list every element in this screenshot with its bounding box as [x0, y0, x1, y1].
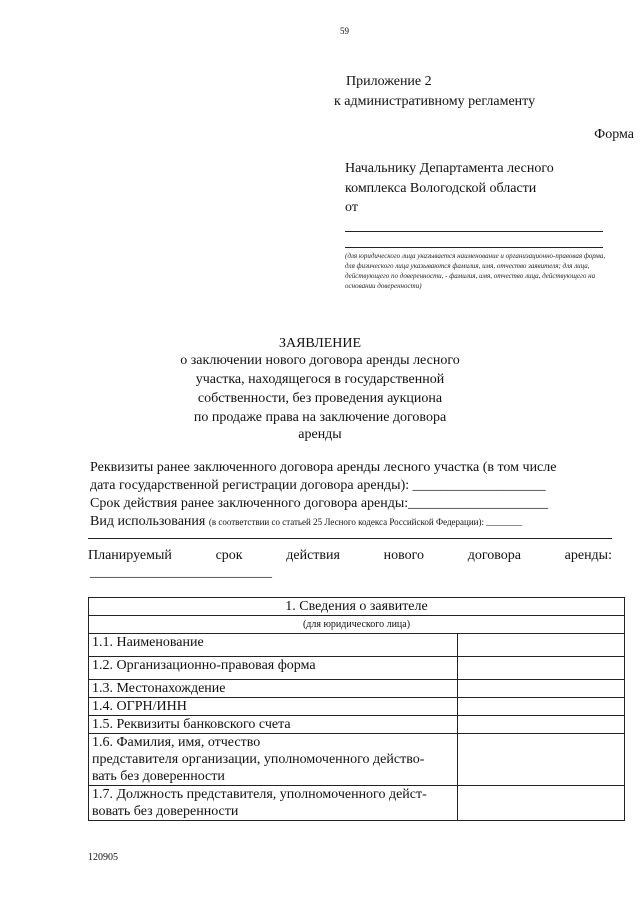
appendix-subtitle: к административному регламенту	[334, 94, 536, 109]
planned-word-4: нового	[383, 548, 425, 563]
row-value-location[interactable]	[458, 680, 625, 698]
prev-term-field[interactable]: Срок действия ранее заключенного договора аренды:____________________	[90, 496, 549, 511]
form-label: Форма	[594, 127, 634, 142]
row-value-name[interactable]	[458, 634, 625, 657]
row-label-name: 1.1. Наименование	[89, 634, 458, 657]
row-label-representative-name: 1.6. Фамилия, имя, отчество представителя организации, уполномоченного действо- вать без доверенности	[89, 734, 458, 786]
prev-contract-line-1: Реквизиты ранее заключенного договора аренды лесного участка (в том числе	[90, 460, 557, 475]
recipient-line-2: комплекса Вологодской области	[345, 181, 537, 196]
table-row	[89, 698, 625, 716]
planned-term-line	[88, 548, 612, 564]
applicant-info-table	[88, 597, 625, 821]
row-label-bank-details: 1.5. Реквизиты банковского счета	[89, 716, 458, 734]
planned-word-3: действия	[286, 548, 340, 563]
row-label-representative-position: 1.7. Должность представителя, уполномоченного дейст- вовать без доверенности	[89, 786, 458, 821]
table-row	[89, 786, 625, 821]
row-label-legal-form: 1.2. Организационно-правовая форма	[89, 657, 458, 680]
planned-word-2: срок	[215, 548, 243, 563]
applicant-blank-line-2[interactable]	[345, 247, 603, 248]
appendix-title: Приложение 2	[346, 74, 432, 89]
document-title: ЗАЯВЛЕНИЕ	[278, 336, 362, 351]
use-type-field[interactable]	[90, 514, 522, 530]
footer-code: 120905	[88, 852, 118, 863]
row-value-representative-position[interactable]	[458, 786, 625, 821]
table-row	[89, 634, 625, 657]
row-label-ogrn-inn: 1.4. ОГРН/ИНН	[89, 698, 458, 716]
row-value-bank-details[interactable]	[458, 716, 625, 734]
table-header-row	[89, 598, 625, 616]
row-label-location: 1.3. Местонахождение	[89, 680, 458, 698]
title-line-3: собственности, без проведения аукциона	[197, 391, 443, 406]
row-value-representative-name[interactable]	[458, 734, 625, 786]
recipient-from: от	[345, 200, 358, 215]
use-type-blank-line[interactable]	[88, 538, 612, 539]
table-subheader-row	[89, 616, 625, 634]
title-line-5: аренды	[298, 427, 342, 442]
page-number: 59	[340, 26, 349, 36]
title-line-4: по продаже права на заключение договора	[193, 410, 447, 425]
planned-word-6: аренды:	[564, 548, 612, 563]
section-subtitle: (для юридического лица)	[89, 616, 625, 634]
table-row	[89, 680, 625, 698]
row-value-legal-form[interactable]	[458, 657, 625, 680]
planned-word-1: Планируемый	[88, 548, 172, 563]
use-type-note: (в соответствии со статьей 25 Лесного кодекса Российской Федерации): ________	[208, 517, 523, 527]
prev-contract-line-2[interactable]: дата государственной регистрации договора аренды): ___________________	[90, 478, 546, 493]
section-title: 1. Сведения о заявителе	[89, 598, 625, 616]
table-row	[89, 657, 625, 680]
applicant-note: (для юридического лица указывается наименование и организационно-правовая форма, для физического лица указываются фамилия, имя, отчество заявителя; для лица, действующего по доверенности, - фамилия, имя, отчество лица, действующего на основании доверенности)	[345, 252, 606, 290]
planned-word-5: договора	[467, 548, 521, 563]
planned-term-blank[interactable]: __________________________	[90, 565, 272, 580]
recipient-line-1: Начальнику Департамента лесного	[345, 161, 554, 176]
table-row	[89, 734, 625, 786]
table-row	[89, 716, 625, 734]
title-line-1: о заключении нового договора аренды лесного	[180, 353, 460, 368]
applicant-blank-line-1[interactable]	[345, 231, 603, 232]
use-type-label: Вид использования	[90, 514, 206, 529]
title-line-2: участка, находящегося в государственной	[195, 372, 445, 387]
row-value-ogrn-inn[interactable]	[458, 698, 625, 716]
